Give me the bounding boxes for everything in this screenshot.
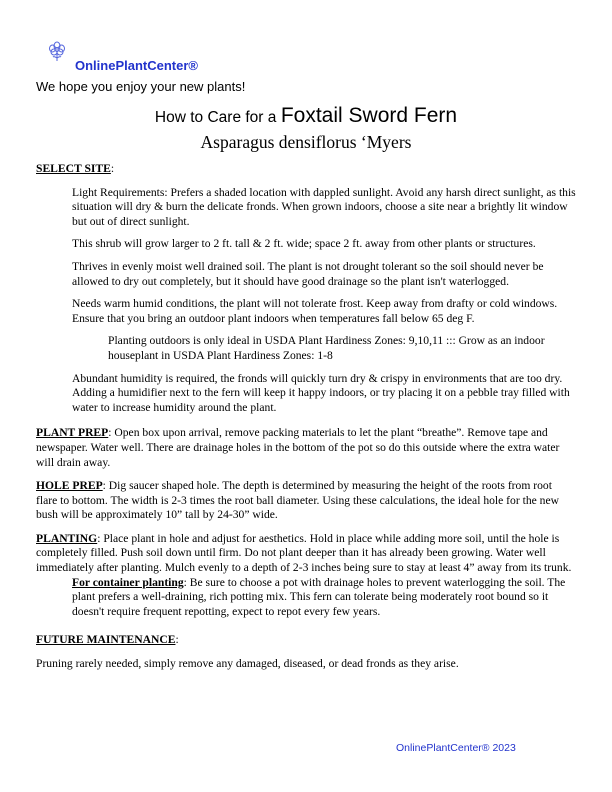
climate-requirements: Needs warm humid conditions, the plant will not tolerate frost. Keep away from drafty or cold windows. Ensure that you bring an outdoor plant indoors when temperatures fall below 65 deg F.: [72, 297, 558, 325]
hardiness-zones: Planting outdoors is only ideal in USDA Plant Hardiness Zones: 9,10,11 ::: Grow as an indoor houseplant in USDA Plant Hardiness Zones: 1-8: [108, 334, 545, 362]
planting-heading: PLANTING: [36, 531, 98, 545]
plant-prep-text: : Open box upon arrival, remove packing materials to let the plant “breathe”. Remove tape and newspaper. Water well. There are drainage holes in the bottom of the pot so do this outside where the extra water will drain away.: [36, 426, 560, 469]
page-title: [0, 104, 612, 128]
size-spacing: This shrub will grow larger to 2 ft. tall & 2 ft. wide; space 2 ft. away from other plants or structures.: [72, 237, 536, 251]
select-site-colon: :: [110, 162, 115, 175]
footer-credit: OnlinePlantCenter® 2023: [396, 742, 516, 754]
planting-text: : Place plant in hole and adjust for aesthetics. Hold in place while adding more soil, until the hole is completely filled. Push soil down until firm. Do not plant deeper than it has already been growing. Water well immediately after planting. Mulch evenly to a depth of 2-3 inches being sure to stay at least 4” away from its trunk.: [36, 531, 572, 575]
hole-prep-text: : Dig saucer shaped hole. The depth is determined by measuring the height of the roots from root flare to bottom. The width is 2-3 times the root ball diameter. Using these calculations, the ideal hole for the new bush will be approximately 10” tall by 24-30” wide.: [36, 479, 559, 522]
soil-requirements: Thrives in evenly moist well drained soil. The plant is not drought tolerant so the soil should never be allowed to dry out completely, but it should have good drainage so the plant isn't waterlogged.: [72, 259, 544, 288]
future-maintenance-colon: :: [175, 633, 179, 647]
hole-prep-section: [36, 479, 576, 523]
future-maintenance-heading: FUTURE MAINTENANCE: [36, 633, 176, 647]
flower-logo-icon: [46, 40, 68, 62]
brand-name: OnlinePlantCenter®: [75, 58, 198, 73]
plant-prep-heading: PLANT PREP: [36, 426, 109, 440]
title-prefix: How to Care for a: [154, 109, 277, 126]
select-site-heading: SELECT SITE: [36, 162, 111, 175]
title-main: Foxtail Sword Fern: [280, 104, 458, 127]
botanical-name: Asparagus densiflorus ‘Myers: [200, 132, 412, 152]
container-planting-text: : Be sure to choose a pot with drainage holes to prevent waterlogging the soil. The plant prefers a well-draining, rich potting mix. This fern can tolerate being moderately root bound so it doesn't require frequent repotting, expect to repot every few years.: [72, 575, 566, 618]
select-site-heading-line: [36, 162, 576, 177]
care-instructions: [36, 162, 576, 672]
tagline: We hope you enjoy your new plants!: [36, 79, 246, 94]
hole-prep-heading: HOLE PREP: [36, 479, 103, 493]
container-planting-heading: For container planting: [72, 575, 184, 589]
light-requirements: Light Requirements: Prefers a shaded location with dappled sunlight. Avoid any harsh direct sunlight, as this situation will dry & burn the delicate fronds. When grown indoors, choose a site near a brightly lit window but out of direct sunlight.: [72, 185, 576, 228]
future-maintenance-heading-line: [36, 633, 576, 648]
plant-prep-section: [36, 426, 576, 470]
container-planting: [36, 576, 576, 620]
planting-section: [36, 532, 576, 576]
humidity-requirements: Abundant humidity is required, the fronds will quickly turn dry & crispy in environments that are too dry. Adding a humidifier next to the fern will keep it happy indoors, or try placing it on a pebble tray filled with water to increase humidity around the plant.: [72, 371, 570, 414]
future-maintenance-text: Pruning rarely needed, simply remove any damaged, diseased, or dead fronds as they arise.: [36, 657, 459, 671]
